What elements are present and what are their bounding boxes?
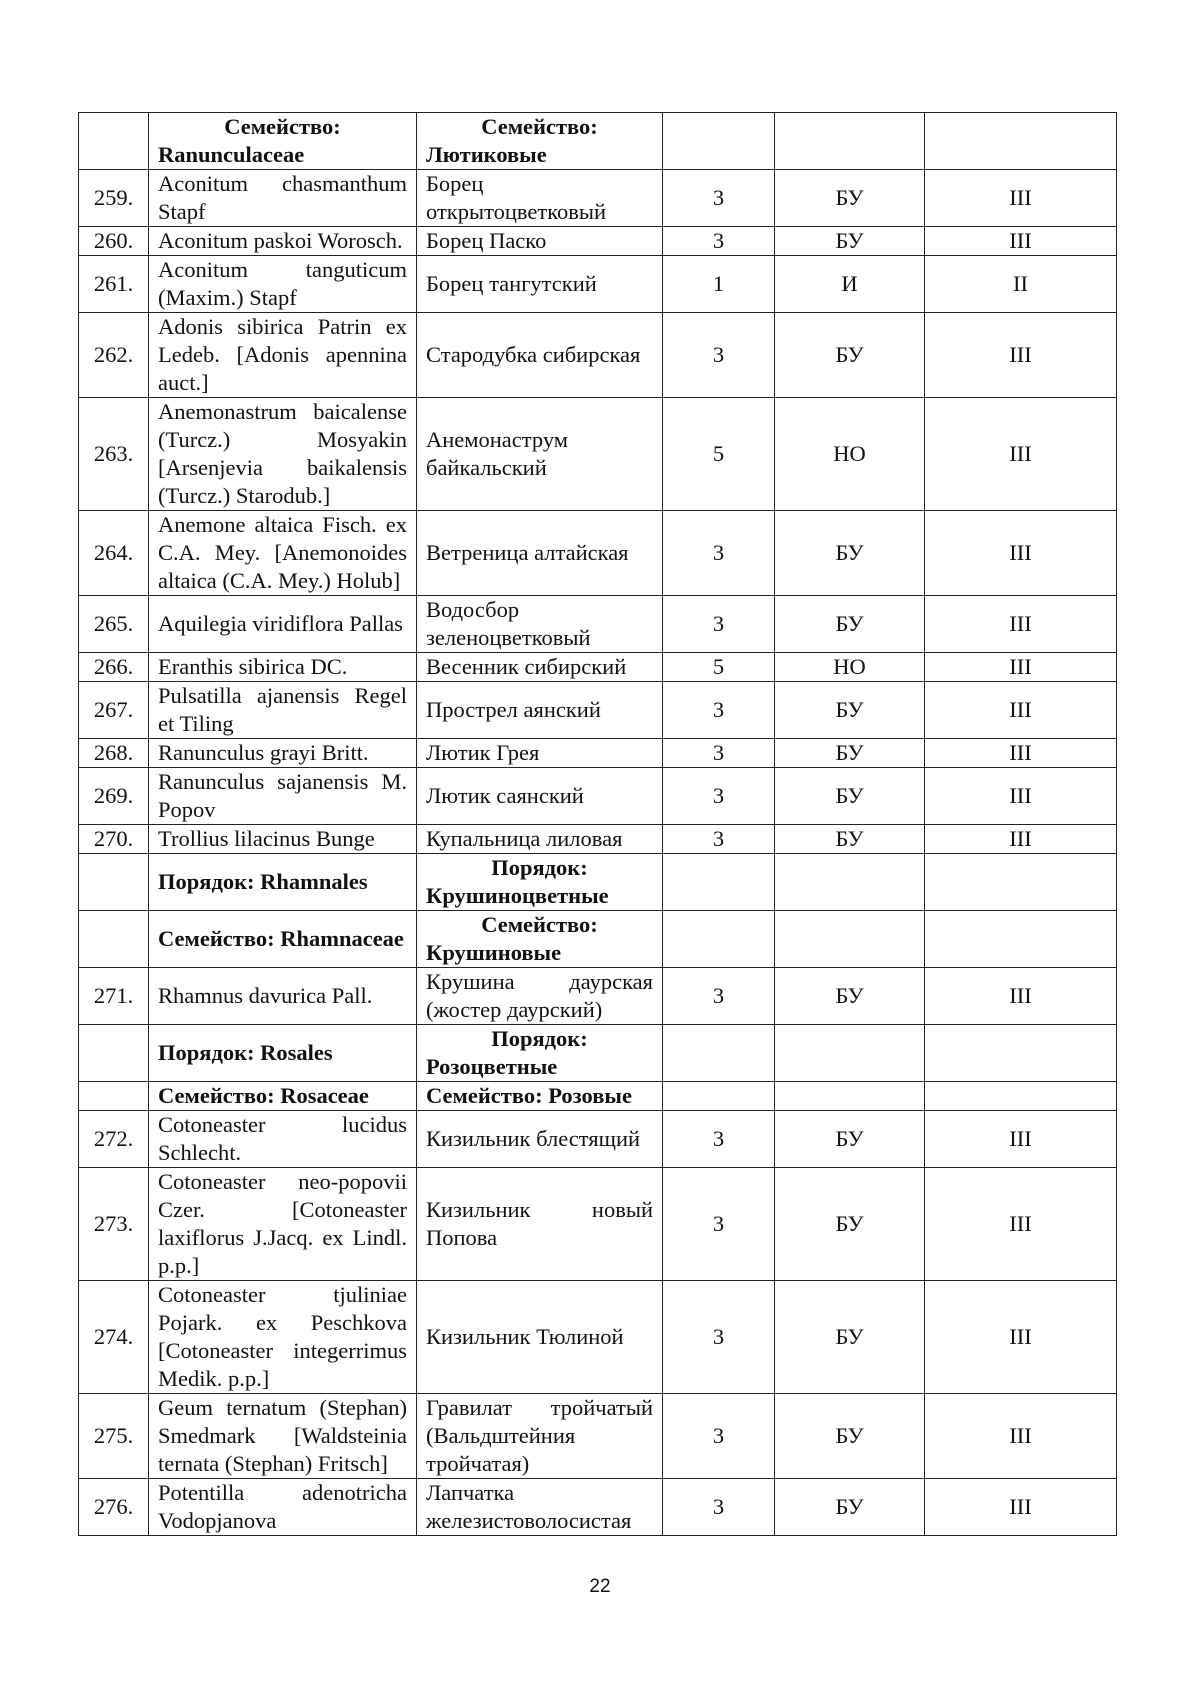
latin-taxon-header: Порядок: Rhamnales xyxy=(149,854,417,911)
protection-priority: III xyxy=(925,511,1117,596)
latin-name: Aconitum tanguticum (Maxim.) Stapf xyxy=(149,256,417,313)
russian-taxon-header: Порядок: Розоцветные xyxy=(417,1025,663,1082)
status-code: БУ xyxy=(775,511,925,596)
rarity-category: 3 xyxy=(663,825,775,854)
row-number: 265. xyxy=(79,596,149,653)
species-row xyxy=(79,1168,1117,1281)
protection-priority: III xyxy=(925,1168,1117,1281)
latin-taxon-header: Семейство: Rhamnaceae xyxy=(149,911,417,968)
russian-taxon-header: Порядок: Крушиноцветные xyxy=(417,854,663,911)
category-cell xyxy=(663,911,775,968)
category-cell xyxy=(663,1025,775,1082)
rarity-category: 3 xyxy=(663,170,775,227)
row-number: 275. xyxy=(79,1394,149,1479)
russian-name: Кизильник блестящий xyxy=(417,1111,663,1168)
protection-priority: III xyxy=(925,398,1117,511)
status-code: БУ xyxy=(775,739,925,768)
species-row xyxy=(79,1111,1117,1168)
row-number: 262. xyxy=(79,313,149,398)
row-number: 276. xyxy=(79,1479,149,1536)
latin-name: Rhamnus davurica Pall. xyxy=(149,968,417,1025)
latin-name: Ranunculus sajanensis M. Popov xyxy=(149,768,417,825)
species-row xyxy=(79,256,1117,313)
species-row xyxy=(79,739,1117,768)
latin-name: Aconitum chasmanthum Stapf xyxy=(149,170,417,227)
latin-name: Pulsatilla ajanensis Regel et Tiling xyxy=(149,682,417,739)
protection-priority: III xyxy=(925,596,1117,653)
latin-name: Anemonastrum baicalense (Turcz.) Mosyakin [Arsenjevia baikalensis (Turcz.) Starodub.] xyxy=(149,398,417,511)
status-cell xyxy=(775,1082,925,1111)
protection-priority: III xyxy=(925,1479,1117,1536)
protection-priority: III xyxy=(925,825,1117,854)
row-number: 266. xyxy=(79,653,149,682)
russian-taxon-header: Семейство: Крушиновые xyxy=(417,911,663,968)
status-cell xyxy=(775,1025,925,1082)
latin-taxon-header: Порядок: Rosales xyxy=(149,1025,417,1082)
russian-name: Борец Паско xyxy=(417,227,663,256)
latin-taxon-header: Семейство: Ranunculaceae xyxy=(149,113,417,170)
row-number: 268. xyxy=(79,739,149,768)
rarity-category: 3 xyxy=(663,1111,775,1168)
row-number-cell xyxy=(79,911,149,968)
russian-name: Крушина даурская (жостер даурский) xyxy=(417,968,663,1025)
status-code: БУ xyxy=(775,313,925,398)
rarity-category: 3 xyxy=(663,968,775,1025)
rarity-category: 3 xyxy=(663,313,775,398)
russian-name: Ветреница алтайская xyxy=(417,511,663,596)
latin-name: Adonis sibirica Patrin ex Ledeb. [Adonis apennina auct.] xyxy=(149,313,417,398)
species-row xyxy=(79,968,1117,1025)
latin-name: Geum ternatum (Stephan) Smedmark [Waldsteinia ternata (Stephan) Fritsch] xyxy=(149,1394,417,1479)
latin-name: Eranthis sibirica DC. xyxy=(149,653,417,682)
russian-name: Лютик Грея xyxy=(417,739,663,768)
species-row xyxy=(79,313,1117,398)
row-number: 274. xyxy=(79,1281,149,1394)
russian-taxon-header: Семейство: Розовые xyxy=(417,1082,663,1111)
rarity-category: 3 xyxy=(663,1394,775,1479)
russian-name: Лютик саянский xyxy=(417,768,663,825)
russian-name: Прострел аянский xyxy=(417,682,663,739)
russian-name: Водосбор зеленоцветковый xyxy=(417,596,663,653)
row-number: 272. xyxy=(79,1111,149,1168)
status-code: БУ xyxy=(775,1168,925,1281)
status-code: И xyxy=(775,256,925,313)
russian-name: Кизильник новый Попова xyxy=(417,1168,663,1281)
rarity-category: 3 xyxy=(663,1281,775,1394)
row-number-cell xyxy=(79,1025,149,1082)
protection-priority: III xyxy=(925,768,1117,825)
priority-cell xyxy=(925,1082,1117,1111)
species-row xyxy=(79,682,1117,739)
species-row xyxy=(79,653,1117,682)
row-number: 259. xyxy=(79,170,149,227)
protection-priority: III xyxy=(925,1394,1117,1479)
species-row xyxy=(79,768,1117,825)
priority-cell xyxy=(925,911,1117,968)
latin-name: Anemone altaica Fisch. ex C.A. Mey. [Anemonoides altaica (C.A. Mey.) Holub] xyxy=(149,511,417,596)
rarity-category: 3 xyxy=(663,596,775,653)
russian-name: Борец тангутский xyxy=(417,256,663,313)
row-number: 271. xyxy=(79,968,149,1025)
latin-name: Cotoneaster lucidus Schlecht. xyxy=(149,1111,417,1168)
species-row xyxy=(79,398,1117,511)
rarity-category: 3 xyxy=(663,1479,775,1536)
category-cell xyxy=(663,854,775,911)
protection-priority: III xyxy=(925,682,1117,739)
taxon-header-row xyxy=(79,113,1117,170)
latin-taxon-header: Семейство: Rosaceae xyxy=(149,1082,417,1111)
status-code: БУ xyxy=(775,825,925,854)
status-code: БУ xyxy=(775,1394,925,1479)
category-cell xyxy=(663,1082,775,1111)
russian-name: Гравилат тройчатый (Вальдштейния тройчатая) xyxy=(417,1394,663,1479)
taxon-header-row xyxy=(79,1025,1117,1082)
species-row xyxy=(79,596,1117,653)
status-code: БУ xyxy=(775,1479,925,1536)
rarity-category: 5 xyxy=(663,398,775,511)
status-cell xyxy=(775,113,925,170)
protection-priority: III xyxy=(925,653,1117,682)
rarity-category: 3 xyxy=(663,1168,775,1281)
species-row xyxy=(79,1281,1117,1394)
species-row xyxy=(79,1479,1117,1536)
species-row xyxy=(79,825,1117,854)
protection-priority: III xyxy=(925,1281,1117,1394)
page-number: 22 xyxy=(589,1576,611,1597)
protection-priority: III xyxy=(925,968,1117,1025)
status-code: БУ xyxy=(775,1281,925,1394)
latin-name: Ranunculus grayi Britt. xyxy=(149,739,417,768)
row-number: 267. xyxy=(79,682,149,739)
rarity-category: 3 xyxy=(663,227,775,256)
russian-name: Купальница лиловая xyxy=(417,825,663,854)
species-row xyxy=(79,170,1117,227)
russian-name: Анемонаструм байкальский xyxy=(417,398,663,511)
row-number-cell xyxy=(79,113,149,170)
rarity-category: 3 xyxy=(663,768,775,825)
status-code: БУ xyxy=(775,768,925,825)
status-code: БУ xyxy=(775,682,925,739)
rarity-category: 3 xyxy=(663,682,775,739)
protection-priority: III xyxy=(925,739,1117,768)
protection-priority: III xyxy=(925,170,1117,227)
latin-name: Aquilegia viridiflora Pallas xyxy=(149,596,417,653)
latin-name: Cotoneaster tjuliniae Pojark. ex Peschkova [Cotoneaster integerrimus Medik. p.p.] xyxy=(149,1281,417,1394)
rarity-category: 3 xyxy=(663,739,775,768)
status-code: БУ xyxy=(775,596,925,653)
protection-priority: III xyxy=(925,1111,1117,1168)
priority-cell xyxy=(925,854,1117,911)
species-table xyxy=(78,112,1117,1536)
status-code: НО xyxy=(775,653,925,682)
taxon-header-row xyxy=(79,1082,1117,1111)
row-number-cell xyxy=(79,854,149,911)
russian-taxon-header: Семейство: Лютиковые xyxy=(417,113,663,170)
protection-priority: III xyxy=(925,227,1117,256)
priority-cell xyxy=(925,1025,1117,1082)
row-number: 264. xyxy=(79,511,149,596)
latin-name: Cotoneaster neo-popovii Czer. [Cotoneaster laxiflorus J.Jacq. ex Lindl. p.p.] xyxy=(149,1168,417,1281)
rarity-category: 1 xyxy=(663,256,775,313)
status-code: БУ xyxy=(775,227,925,256)
protection-priority: III xyxy=(925,313,1117,398)
russian-name: Лапчатка железистоволосистая xyxy=(417,1479,663,1536)
russian-name: Борец открытоцветковый xyxy=(417,170,663,227)
status-code: НО xyxy=(775,398,925,511)
row-number: 273. xyxy=(79,1168,149,1281)
latin-name: Trollius lilacinus Bunge xyxy=(149,825,417,854)
row-number: 260. xyxy=(79,227,149,256)
row-number: 263. xyxy=(79,398,149,511)
russian-name: Кизильник Тюлиной xyxy=(417,1281,663,1394)
taxon-header-row xyxy=(79,911,1117,968)
protection-priority: II xyxy=(925,256,1117,313)
category-cell xyxy=(663,113,775,170)
rarity-category: 5 xyxy=(663,653,775,682)
species-table-body xyxy=(79,113,1117,1536)
status-code: БУ xyxy=(775,968,925,1025)
status-cell xyxy=(775,911,925,968)
russian-name: Весенник сибирский xyxy=(417,653,663,682)
priority-cell xyxy=(925,113,1117,170)
species-row xyxy=(79,227,1117,256)
row-number-cell xyxy=(79,1082,149,1111)
rarity-category: 3 xyxy=(663,511,775,596)
status-code: БУ xyxy=(775,170,925,227)
row-number: 261. xyxy=(79,256,149,313)
row-number: 270. xyxy=(79,825,149,854)
russian-name: Стародубка сибирская xyxy=(417,313,663,398)
species-row xyxy=(79,511,1117,596)
status-cell xyxy=(775,854,925,911)
taxon-header-row xyxy=(79,854,1117,911)
row-number: 269. xyxy=(79,768,149,825)
latin-name: Aconitum paskoi Worosch. xyxy=(149,227,417,256)
status-code: БУ xyxy=(775,1111,925,1168)
latin-name: Potentilla adenotricha Vodopjanova xyxy=(149,1479,417,1536)
species-row xyxy=(79,1394,1117,1479)
